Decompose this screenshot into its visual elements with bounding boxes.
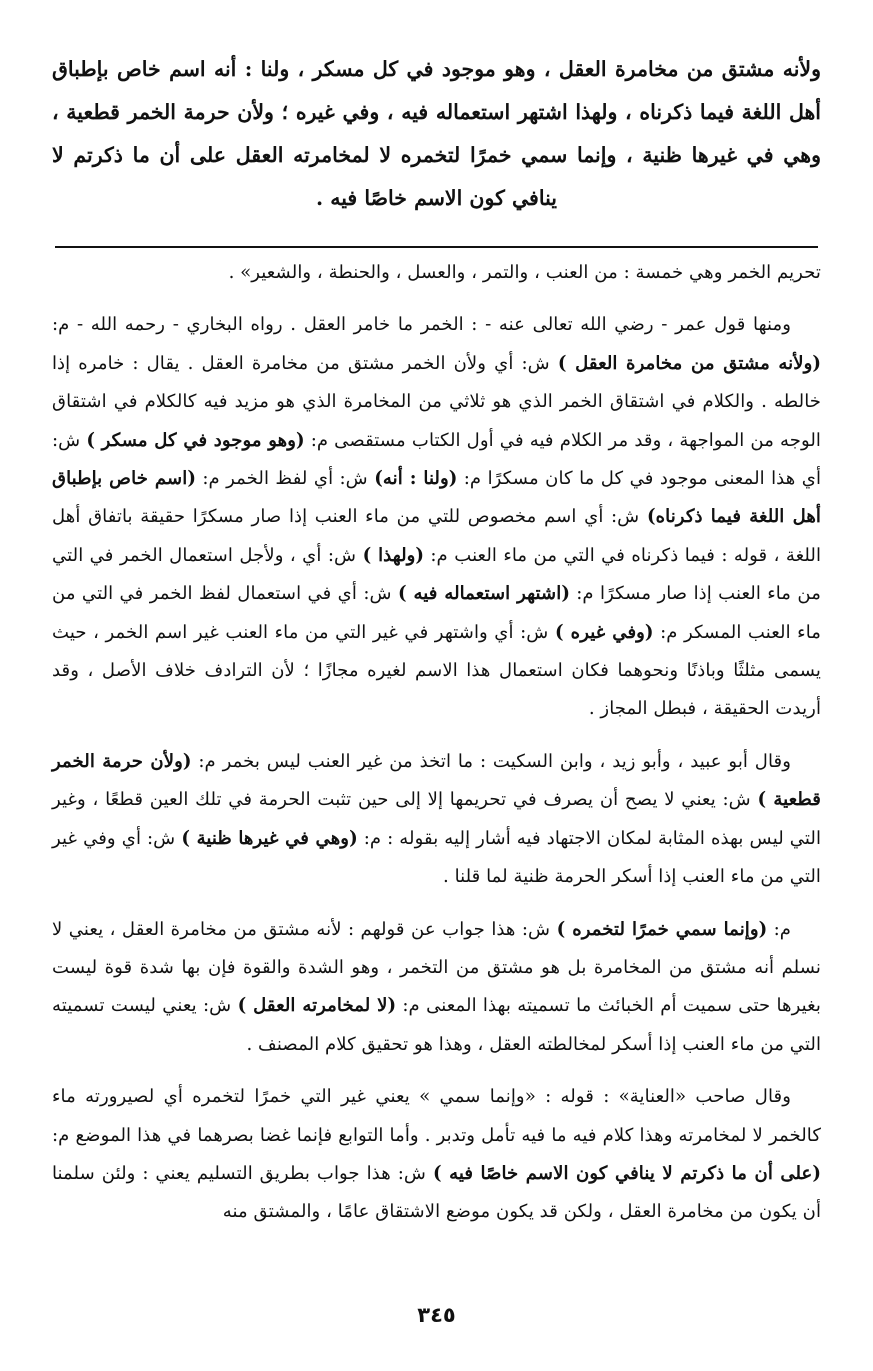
commentary-run: ش: أي لفظ الخمر م: [195, 468, 375, 490]
quoted-matn-phrase: (وفي غيره ) [554, 621, 654, 643]
commentary-paragraph [52, 306, 821, 728]
quoted-matn-phrase: (ولأن حرمة الخمر قطعية ) [52, 750, 821, 811]
quoted-matn-phrase: (وهو موجود في كل مسكر ) [86, 429, 305, 451]
commentary-run: ش: يعني ليست تسميته التي من ماء العنب إذا أسكر لمخالطته العقل ، وهذا هو تحقيق كلام المصنف . [52, 995, 821, 1055]
separator-rule [55, 246, 818, 248]
commentary-run: ش: يعني لا يصح أن يصرف في تحريمها إلا إلى حين تثبت الحرمة في تلك العين قطعًا ، وغير التي ليس بهذه المثابة لمكان الاجتهاد فيه أشار إليه بقوله : م: [52, 789, 822, 849]
commentary-run: وقال صاحب «العناية» : قوله : «وإنما سمي » يعني غير التي خمرًا لتخمره أي لصيرورته ماء كالخمر لا لمخامرته وهذا كلام فيه ما فيه تأمل وتدبر . وأما التوابع فإنما غضا بصرهما في هذا الموضع م: [52, 1086, 821, 1146]
commentary-run: ش: هذا جواب عن قولهم : لأنه مشتق من مخامرة العقل ، يعني لا نسلم أنه مشتق من المخامرة بل هو مشتق من التخمر ، وهو الشدة والقوة فإن بها شدة قوة ليست بغيرها حتى سميت أم الخبائث ما تسميته بهذا المعنى م: [52, 918, 821, 1017]
commentary-paragraph [52, 911, 821, 1065]
quoted-matn-phrase: (ولأنه مشتق من مخامرة العقل ) [557, 352, 821, 374]
commentary-run: ش: أي في استعمال لفظ الخمر في التي من ماء العنب المسكر م: [52, 583, 821, 643]
quoted-matn-phrase: (ولنا : أنه) [374, 468, 458, 490]
commentary-run: وقال أبو عبيد ، وأبو زيد ، وابن السكيت : ما اتخذ من غير العنب ليس بخمر م: [191, 750, 792, 772]
commentary-run: ومنها قول عمر - رضي الله تعالى عنه - : الخمر ما خامر العقل . رواه البخاري - رحمه الله - م: [52, 314, 791, 336]
commentary-paragraph [52, 1078, 821, 1232]
main-text-matn: ولأنه مشتق من مخامرة العقل ، وهو موجود في كل مسكر ، ولنا : أنه اسم خاص بإطباق أهل اللغة فيما ذكرناه ، ولهذا اشتهر استعماله فيه ، وفي غيره ؛ ولأن حرمة الخمر قطعية ، وهي في غيرها ظنية ، وإنما سمي خمرًا لتخمره لا لمخامرته العقل على أن ما ذكرتم لا ينافي كون الاسم خاصًا فيه . [52, 57, 821, 210]
quoted-matn-phrase: (وإنما سمي خمرًا لتخمره ) [556, 918, 768, 940]
commentary-run: تحريم الخمر وهي خمسة : من العنب ، والتمر ، والعسل ، والحنطة ، والشعير» . [228, 262, 821, 283]
commentary-run: ش: أي واشتهر في غير التي من ماء العنب غير اسم الخمر ، حيث يسمى مثلثًا وباذنًا ونحوهما فكان استعمال هذا الاسم لغيره مجازًا ؛ لأن الترادف خلاف الأصل ، وقد أريدت الحقيقة ، فبطل المجاز . [52, 621, 821, 720]
quoted-matn-phrase: (ولهذا ) [362, 544, 425, 566]
commentary-run: ش: أي وفي غير التي من ماء العنب إذا أسكر الحرمة ظنية لما قلنا . [52, 827, 821, 888]
commentary-run: ش: أي ، ولأجل استعمال الخمر في التي من ماء العنب إذا صار مسكرًا م: [52, 544, 821, 605]
commentary-run: ش: هذا جواب بطريق التسليم يعني : ولئن سلمنا أن يكون من مخامرة العقل ، ولكن قد يكون موضع الاشتقاق عامًا ، والمشتق منه [52, 1162, 821, 1223]
quoted-matn-phrase: (لا لمخامرته العقل ) [237, 995, 397, 1017]
commentary-run: ش: أي هذا المعنى موجود في كل ما كان مسكرًا م: [52, 429, 821, 490]
commentary-paragraph [52, 743, 821, 897]
commentary-run: م: [767, 918, 792, 940]
quoted-matn-phrase: (على أن ما ذكرتم لا ينافي كون الاسم خاصًا فيه ) [433, 1162, 821, 1184]
quoted-matn-phrase: (اشتهر استعماله فيه ) [398, 583, 570, 605]
quoted-matn-phrase: (اسم خاص بإطباق أهل اللغة فيما ذكرناه) [52, 468, 821, 528]
commentary-run: ش: أي ولأن الخمر مشتق من مخامرة العقل . يقال : خامره إذا خالطه . والكلام في اشتقاق الخمر الذي هو ثلاثي من المخامرة الذي هو مزيد فيه كالكلام في اشتقاق الوجه من المواجهة ، وقد مر الكلام فيه في أول الكتاب مستقصى م: [52, 352, 821, 451]
page-number: ٣٤٥ [417, 1303, 456, 1327]
commentary-run: ش: أي اسم مخصوص للتي من ماء العنب إذا صار مسكرًا حقيقة باتفاق أهل اللغة ، قوله : فيما ذكرناه في التي من ماء العنب م: [52, 506, 822, 566]
commentary-paragraph [52, 254, 821, 292]
quoted-matn-phrase: (وهي في غيرها ظنية ) [181, 827, 358, 849]
commentary-text-sharh [52, 254, 821, 1246]
